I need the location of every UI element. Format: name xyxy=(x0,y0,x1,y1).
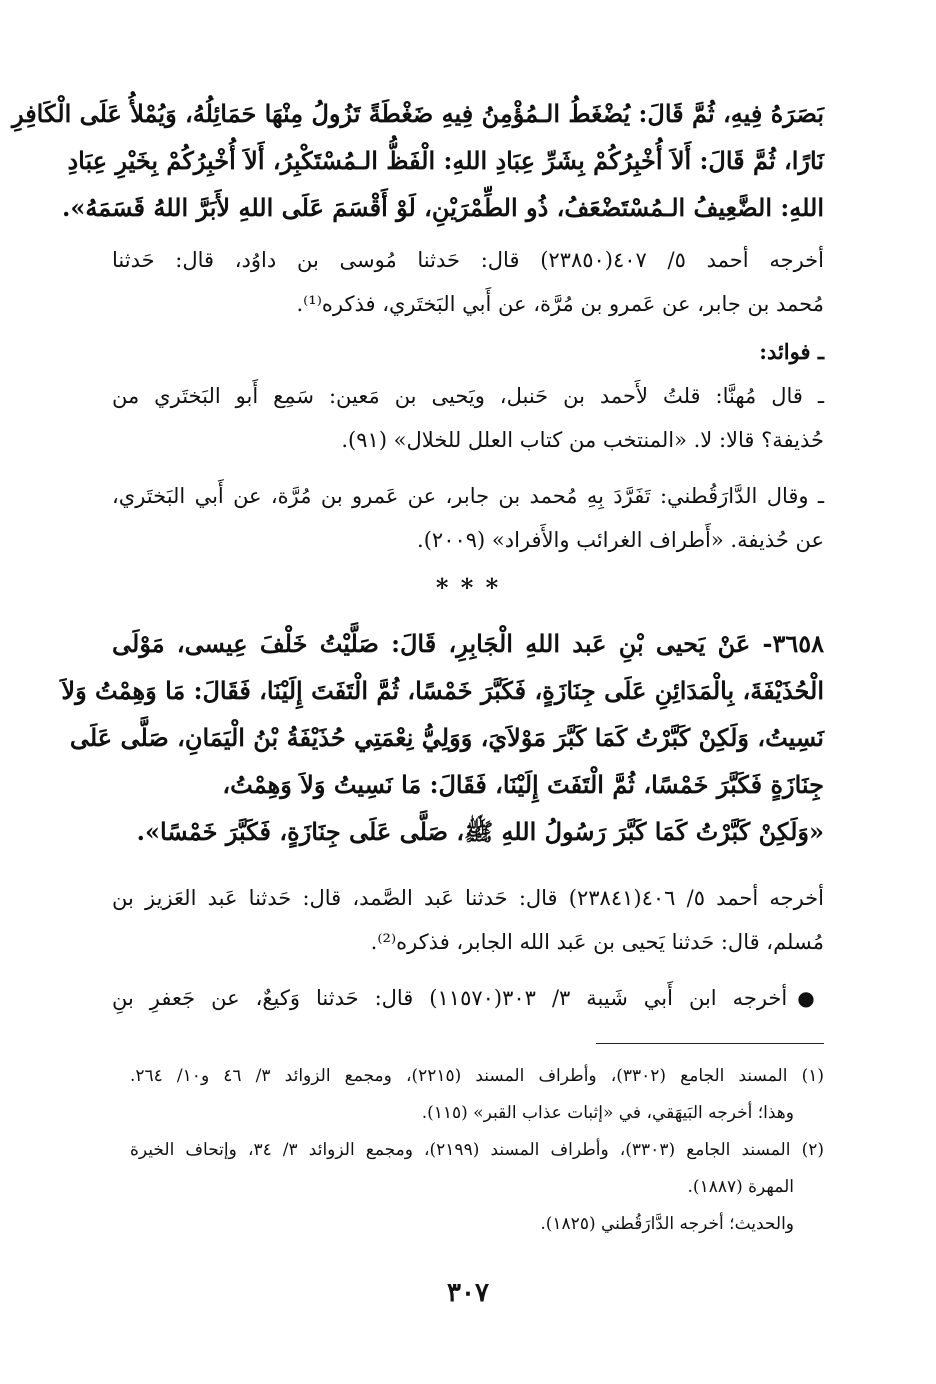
text-line: ـ قال مُهنَّا: قلتُ لأَحمد بن حَنبل، ويَحيى بن مَعين: سَمِع أَبو البَختَري من xyxy=(112,384,824,408)
text-line: جِنَازَةٍ فَكَبَّرَ خَمْسًا، ثُمَّ الْتَفَتَ إِلَيْنَا، فَقَالَ: مَا نَسِيتُ وَلاَ وَهِمْتُ، xyxy=(222,770,824,799)
hadith-3658 xyxy=(61,620,824,855)
text-line: الْحُذَيْفَةَ، بِالْمَدَائِنِ عَلَى جِنَازَةٍ، فَكَبَّرَ خَمْسًا، ثُمَّ الْتَفَتَ إِلَيْنَا، فَقَالَ: مَا وَهِمْتُ وَلاَ xyxy=(61,676,824,705)
bullet-icon: ● xyxy=(797,986,825,1010)
footnotes xyxy=(130,1058,824,1243)
page-number: ٣٠٧ xyxy=(447,1278,489,1308)
text-line: حُذيفة؟ قالا: لا. «المنتخب من كتاب العلل للخلال» (٩١). xyxy=(341,428,824,452)
footnote-2-cont: المهرة (١٨٨٧). xyxy=(687,1177,794,1197)
takhrij-ahmad-2 xyxy=(112,876,824,964)
text-line: اللهِ: الضَّعِيفُ الـمُسْتَضْعَفُ، ذُو الطِّمْرَيْنِ، لَوْ أَقْسَمَ عَلَى اللهِ لأَبَرَّ اللهُ قَسَمَهُ». xyxy=(62,193,824,222)
fawaid-mohanna xyxy=(112,374,824,462)
footnote-2: (٢) المسند الجامع (٣٣٠٣)، وأطراف المسند (٢١٩٩)، ومجمع الزوائد ٣/ ٣٤، وإتحاف الخيرة xyxy=(130,1140,824,1160)
footnote-1: (١) المسند الجامع (٣٣٠٢)، وأطراف المسند (٢٢١٥)، ومجمع الزوائد ٣/ ٤٦ و١٠/ ٢٦٤. xyxy=(130,1066,824,1086)
section-separator: * * * xyxy=(435,573,501,602)
text-line: ـ وقال الدَّارَقُطني: تَفَرَّدَ بِهِ مُحمد بن جابر، عن عَمرو بن مُرَّة، عن أَبي البَختَري، xyxy=(112,484,824,508)
text-line: عن حُذيفة. «أَطراف الغرائب والأَفراد» (٢٠٠٩). xyxy=(417,528,824,552)
text-line: «وَلَكِنْ كَبَّرْتُ كَمَا كَبَّرَ رَسُولُ اللهِ ﷺ، صَلَّى عَلَى جِنَازَةٍ، فَكَبَّرَ خَمْسًا». xyxy=(136,817,824,846)
fawaid-heading: ـ فوائد: xyxy=(759,339,824,364)
footnote-1-note: وهذا؛ أخرجه البَيهَقي، في «إثبات عذاب القبر» (١١٥). xyxy=(421,1103,794,1123)
takhrij-ibn-abi-shayba xyxy=(112,976,824,1020)
text-line: مُسلم، قال: حَدثنا يَحيى بن عَبد الله الجابر، فذكره⁽²⁾. xyxy=(370,930,824,954)
text-line: نَسِيتُ، وَلَكِنْ كَبَّرْتُ كَمَا كَبَّرَ مَوْلاَيَ، وَوَلِيُّ نِعْمَتِي حُذَيْفَةُ بْنُ الْيَمَانِ، صَلَّى عَلَى xyxy=(69,723,824,752)
text-line: نَارًا، ثُمَّ قَالَ: أَلاَ أُخْبِرُكُمْ بِشَرِّ عِبَادِ اللهِ: الْفَظُّ الـمُسْتَكْبِرُ، أَلاَ أُخْبِرُكُمْ بِخَيْرِ عِبَادِ xyxy=(67,146,824,175)
text-line: بَصَرَهُ فِيهِ، ثُمَّ قَالَ: يُضْغَطُ الـمُؤْمِنُ فِيهِ ضَغْطَةً تَزُولُ مِنْهَا حَمَائِلُهُ، وَيُمْلأُ عَلَى الْكَافِرِ xyxy=(11,99,824,128)
takhrij-ahmad-1 xyxy=(112,238,824,326)
text-line: أخرجه أحمد ٥/ ٤٠٧(٢٣٨٥٠) قال: حَدثنا مُوسى بن داوُد، قال: حَدثنا xyxy=(112,248,824,272)
footnote-2-note: والحديث؛ أخرجه الدَّارَقُطني (١٨٢٥). xyxy=(540,1214,794,1234)
text-line: أخرجه ابن أَبي شَيبة ٣/ ٣٠٣(١١٥٧٠) قال: حَدثنا وَكيعٌ، عن جَعفرِ بنِ xyxy=(112,986,788,1010)
hadith-continuation xyxy=(11,90,824,231)
footnote-divider xyxy=(596,1043,824,1044)
text-line: أخرجه أحمد ٥/ ٤٠٦(٢٣٨٤١) قال: حَدثنا عَبد الصَّمد، قال: حَدثنا عَبد العَزيز بن xyxy=(112,886,824,910)
text-line: مُحمد بن جابر، عن عَمرو بن مُرَّة، عن أَبي البَختَري، فذكره⁽¹⁾. xyxy=(296,292,824,316)
text-line: ٣٦٥٨- عَنْ يَحيى بْنِ عَبد اللهِ الْجَابِرِ، قَالَ: صَلَّيْتُ خَلْفَ عِيسى، مَوْلَى xyxy=(112,629,824,658)
fawaid-daraqutni xyxy=(112,474,824,562)
